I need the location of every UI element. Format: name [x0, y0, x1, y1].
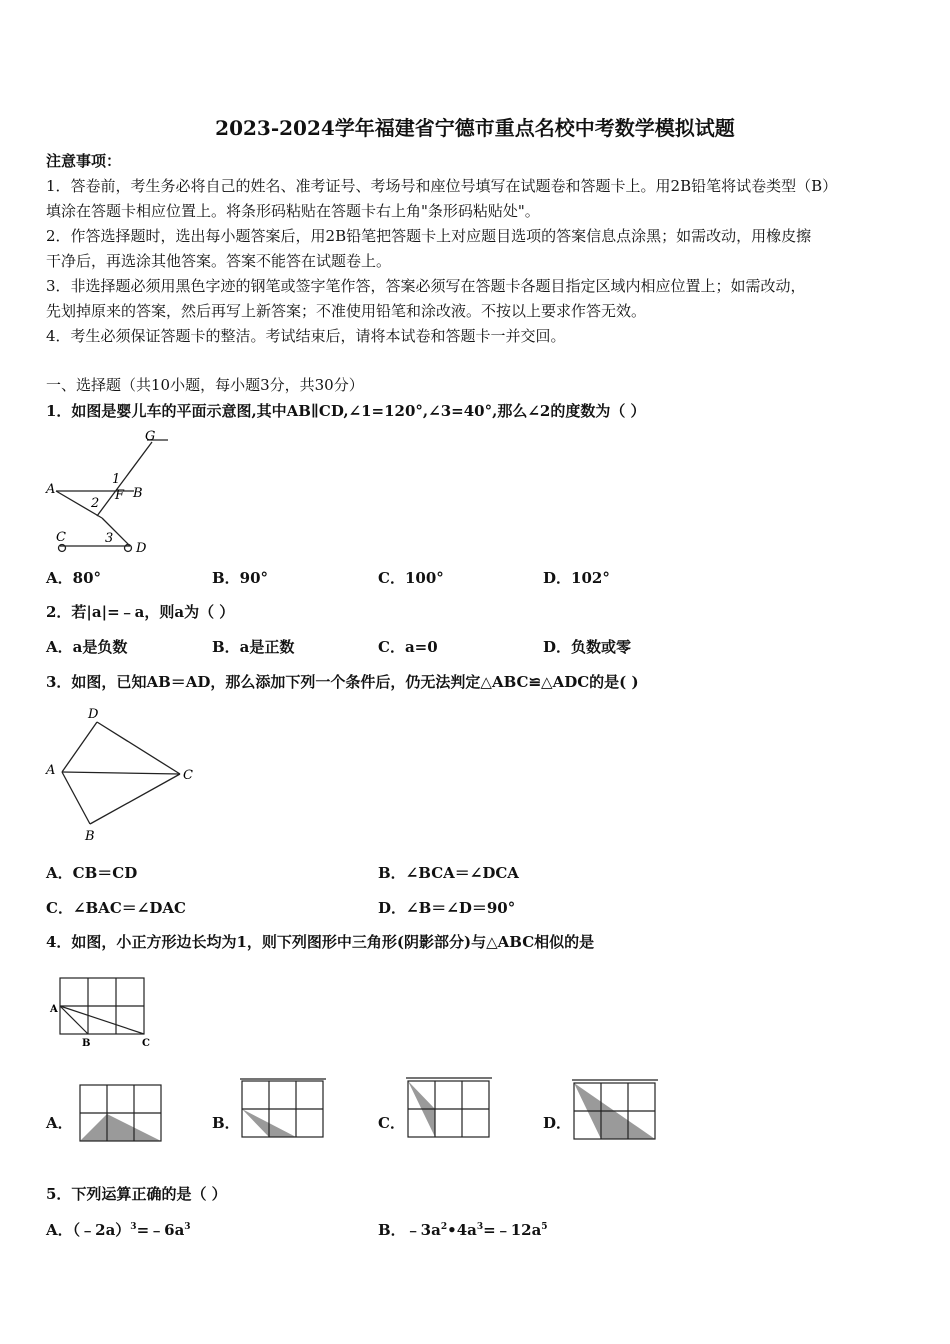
label-c: C	[183, 768, 193, 783]
question-3-stem: 3．如图，已知AB＝AD，那么添加下列一个条件后，仍无法判定△ABC≌△ADC的是( )	[46, 673, 639, 691]
q5-option-a-part: A．（﹣2a）	[46, 1221, 131, 1239]
exponent: 3	[130, 1222, 137, 1232]
notice-line: 先划掉原来的答案，然后再写上新答案；不准使用铅笔和涂改液。不按以上要求作答无效。	[46, 302, 647, 320]
angle-2-label: 2	[91, 496, 100, 511]
q5-option-b-part: =﹣12a	[483, 1221, 542, 1239]
exponent: 3	[184, 1222, 191, 1232]
label-b: B	[82, 1038, 91, 1048]
q2-option-a[interactable]: A．a是负数	[46, 638, 128, 656]
q5-option-b-part: B．﹣3a	[378, 1221, 441, 1239]
exponent: 5	[541, 1222, 548, 1232]
question-1-stem: 1．如图是婴儿车的平面示意图,其中AB∥CD,∠1=120°,∠3=40°,那么∠2的度数为（ ）	[46, 402, 646, 420]
label-a: A	[46, 482, 56, 497]
notice-heading: 注意事项：	[46, 152, 122, 170]
q1-option-b[interactable]: B．90°	[212, 569, 269, 587]
q5-option-a-part: =﹣6a	[136, 1221, 185, 1239]
notice-line: 干净后，再选涂其他答案。答案不能答在试题卷上。	[46, 252, 392, 270]
label-f: F	[115, 488, 125, 503]
label-c: C	[56, 530, 66, 545]
q4-reference-grid	[44, 974, 164, 1048]
label-a: A	[50, 1004, 58, 1015]
q4-option-c-grid[interactable]	[402, 1074, 496, 1140]
question-4-stem: 4．如图，小正方形边长均为1，则下列图形中三角形(阴影部分)与△ABC相似的是	[46, 933, 595, 951]
q3-option-a[interactable]: A．CB＝CD	[46, 864, 138, 882]
angle-3-label: 3	[105, 531, 114, 546]
q4-option-a[interactable]: A．	[46, 1114, 73, 1132]
q2-option-d[interactable]: D．负数或零	[543, 638, 632, 656]
q1-stroller-figure	[42, 428, 177, 558]
q3-option-c[interactable]: C．∠BAC＝∠DAC	[46, 899, 186, 917]
notice-line: 1．答卷前，考生务必将自己的姓名、准考证号、考场号和座位号填写在试题卷和答题卡上。用2B铅笔将试卷类型（B）	[46, 177, 838, 195]
page-title: 2023-2024学年福建省宁德市重点名校中考数学模拟试题	[215, 116, 735, 140]
notice-line: 2．作答选择题时，选出每小题答案后，用2B铅笔把答题卡上对应题目选项的答案信息点涂黑；如需改动，用橡皮擦	[46, 227, 812, 245]
q3-option-b[interactable]: B．∠BCA＝∠DCA	[378, 864, 519, 882]
label-c: C	[142, 1038, 150, 1048]
notice-line: 4．考生必须保证答题卡的整洁。考试结束后，请将本试卷和答题卡一并交回。	[46, 327, 566, 345]
label-g: G	[145, 429, 156, 444]
notice-line: 填涂在答题卡相应位置上。将条形码粘贴在答题卡右上角"条形码粘贴处"。	[46, 202, 540, 220]
q4-option-c[interactable]: C．	[378, 1114, 405, 1132]
label-d: D	[88, 707, 99, 722]
q5-option-b-part: •4a	[447, 1221, 477, 1239]
shaded-triangle	[80, 1114, 161, 1141]
exponent: 3	[476, 1222, 484, 1232]
question-2-stem: 2．若|a|=﹣a，则a为（ ）	[46, 603, 235, 621]
label-d: D	[136, 541, 147, 556]
q3-option-d[interactable]: D．∠B＝∠D＝90°	[378, 899, 516, 917]
q4-option-b[interactable]: B．	[212, 1114, 240, 1132]
angle-1-label: 1	[112, 472, 121, 487]
q2-option-b[interactable]: B．a是正数	[212, 638, 295, 656]
q1-option-c[interactable]: C．100°	[378, 569, 444, 587]
notice-line: 3．非选择题必须用黑色字迹的钢笔或签字笔作答，答案必须写在答题卡各题目指定区域内相应位置上；如需改动，	[46, 277, 806, 295]
section-heading: 一、选择题（共10小题，每小题3分，共30分）	[46, 376, 364, 394]
q1-option-a[interactable]: A．80°	[46, 569, 102, 587]
label-b: B	[133, 486, 143, 501]
q4-option-d[interactable]: D．	[543, 1114, 572, 1132]
q3-quadrilateral-figure	[42, 702, 207, 847]
q4-option-a-grid[interactable]	[74, 1080, 166, 1144]
q2-option-c[interactable]: C．a=0	[378, 638, 438, 656]
label-b: B	[85, 829, 95, 844]
q4-option-b-grid[interactable]	[236, 1076, 330, 1140]
q5-option-b[interactable]	[378, 1216, 548, 1241]
label-a: A	[46, 763, 56, 778]
q1-option-d[interactable]: D．102°	[543, 569, 610, 587]
q5-option-a[interactable]	[46, 1216, 191, 1241]
question-5-stem: 5．下列运算正确的是（ ）	[46, 1185, 227, 1203]
exponent: 2	[440, 1222, 448, 1232]
q4-option-d-grid[interactable]	[568, 1076, 662, 1142]
